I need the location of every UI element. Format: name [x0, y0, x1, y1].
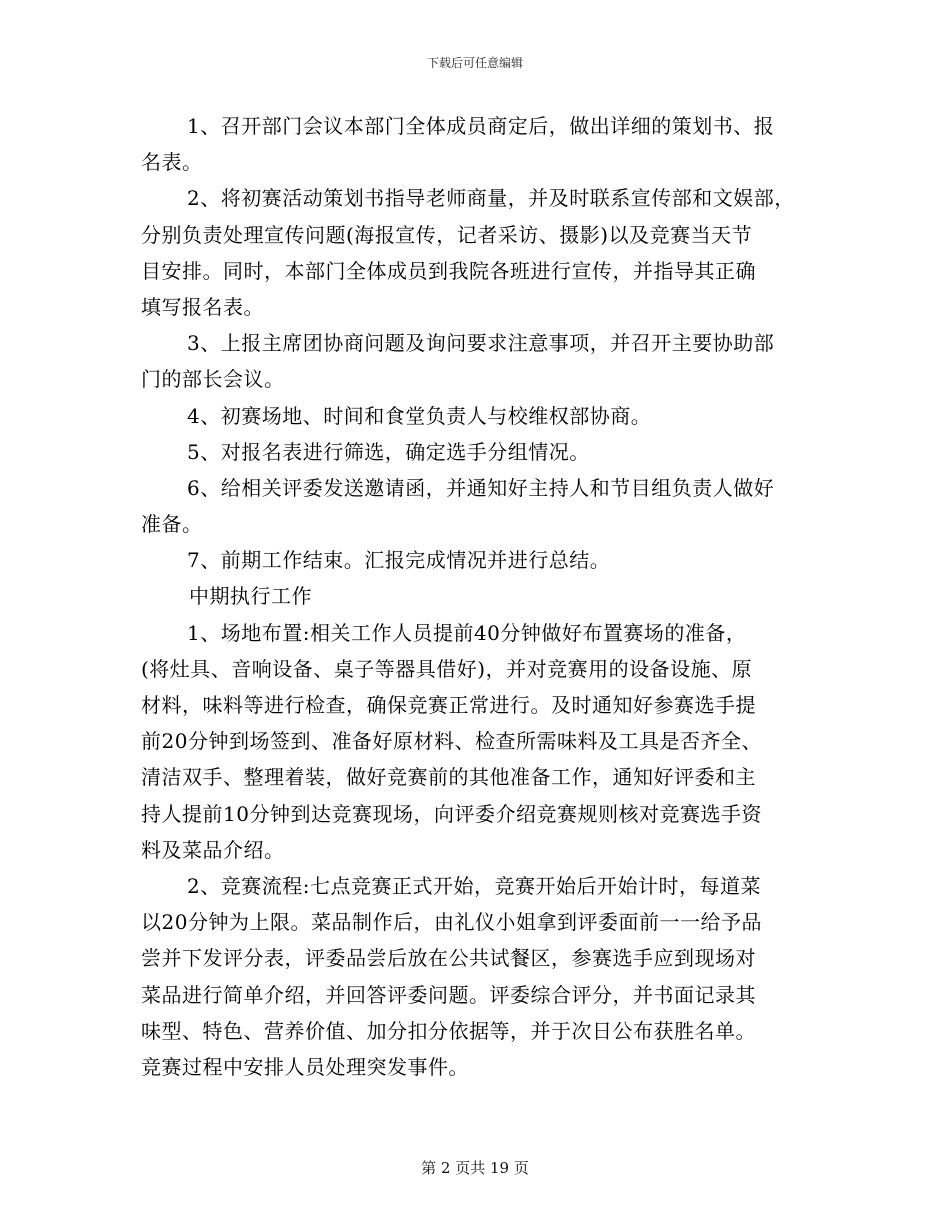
paragraph-line: (将灶具、音响设备、桌子等器具借好)，并对竞赛用的设备设施、原 [141, 656, 753, 681]
paragraph-line: 分别负责处理宣传问题(海报宣传，记者采访、摄影)以及竞赛当天节 [141, 222, 753, 247]
paragraph-line: 2、竞赛流程:七点竞赛正式开始，竞赛开始后开始计时，每道菜 [187, 873, 761, 898]
paragraph-line: 2、将初赛活动策划书指导老师商量，并及时联系宣传部和文娱部， [187, 186, 795, 211]
document-body [141, 108, 819, 1085]
paragraph-line: 以20分钟为上限。菜品制作后，由礼仪小姐拿到评委面前一一给予品 [141, 910, 762, 935]
paragraph-line: 材料，味料等进行检查，确保竞赛正常进行。及时通知好参赛选手提 [141, 693, 756, 717]
paragraph-line: 尝并下发评分表，评委品尝后放在公共试餐区，参赛选手应到现场对 [141, 946, 756, 971]
paragraph-line: 前20分钟到场签到、准备好原材料、检查所需味料及工具是否齐全、 [141, 729, 762, 754]
paragraph-line: 1、召开部门会议本部门全体成员商定后，做出详细的策划书、报 [187, 114, 775, 138]
paragraph-line: 门的部长会议。 [141, 367, 285, 392]
paragraph-line: 目安排。同时，本部门全体成员到我院各班进行宣传，并指导其正确 [141, 258, 756, 283]
paragraph-line: 6、给相关评委发送邀请函，并通知好主持人和节目组负责人做好 [187, 475, 775, 500]
paragraph-line: 3、上报主席团协商问题及询问要求注意事项，并召开主要协助部 [187, 331, 775, 356]
section-heading: 中期执行工作 [189, 584, 312, 609]
paragraph-line: 1、场地布置:相关工作人员提前40分钟做好布置赛场的准备， [187, 620, 747, 645]
paragraph-line: 清洁双手、整理着装，做好竞赛前的其他准备工作，通知好评委和主 [141, 765, 756, 790]
paragraph-line: 5、对报名表进行筛选，确定选手分组情况。 [187, 439, 590, 464]
paragraph-line: 味型、特色、营养价值、加分扣分依据等，并于次日公布获胜名单。 [141, 1018, 756, 1043]
paragraph-line: 准备。 [141, 512, 203, 537]
paragraph-line: 名表。 [141, 150, 203, 175]
paragraph-line: 填写报名表。 [141, 294, 264, 319]
paragraph-line: 菜品进行简单介绍，并回答评委问题。评委综合评分，并书面记录其 [141, 982, 756, 1007]
paragraph-line: 4、初赛场地、时间和食堂负责人与校维权部协商。 [187, 403, 652, 428]
paragraph-line: 竞赛过程中安排人员处理突发事件。 [141, 1054, 469, 1079]
paragraph-line: 料及菜品介绍。 [141, 837, 285, 862]
page-header-note: 下载后可任意编辑 [426, 56, 523, 70]
paragraph-line: 持人提前10分钟到达竞赛现场，向评委介绍竞赛规则核对竞赛选手资 [141, 801, 762, 826]
paragraph-line: 7、前期工作结束。汇报完成情况并进行总结。 [187, 548, 611, 573]
page-number: 第 2 页共 19 页 [421, 1159, 529, 1177]
